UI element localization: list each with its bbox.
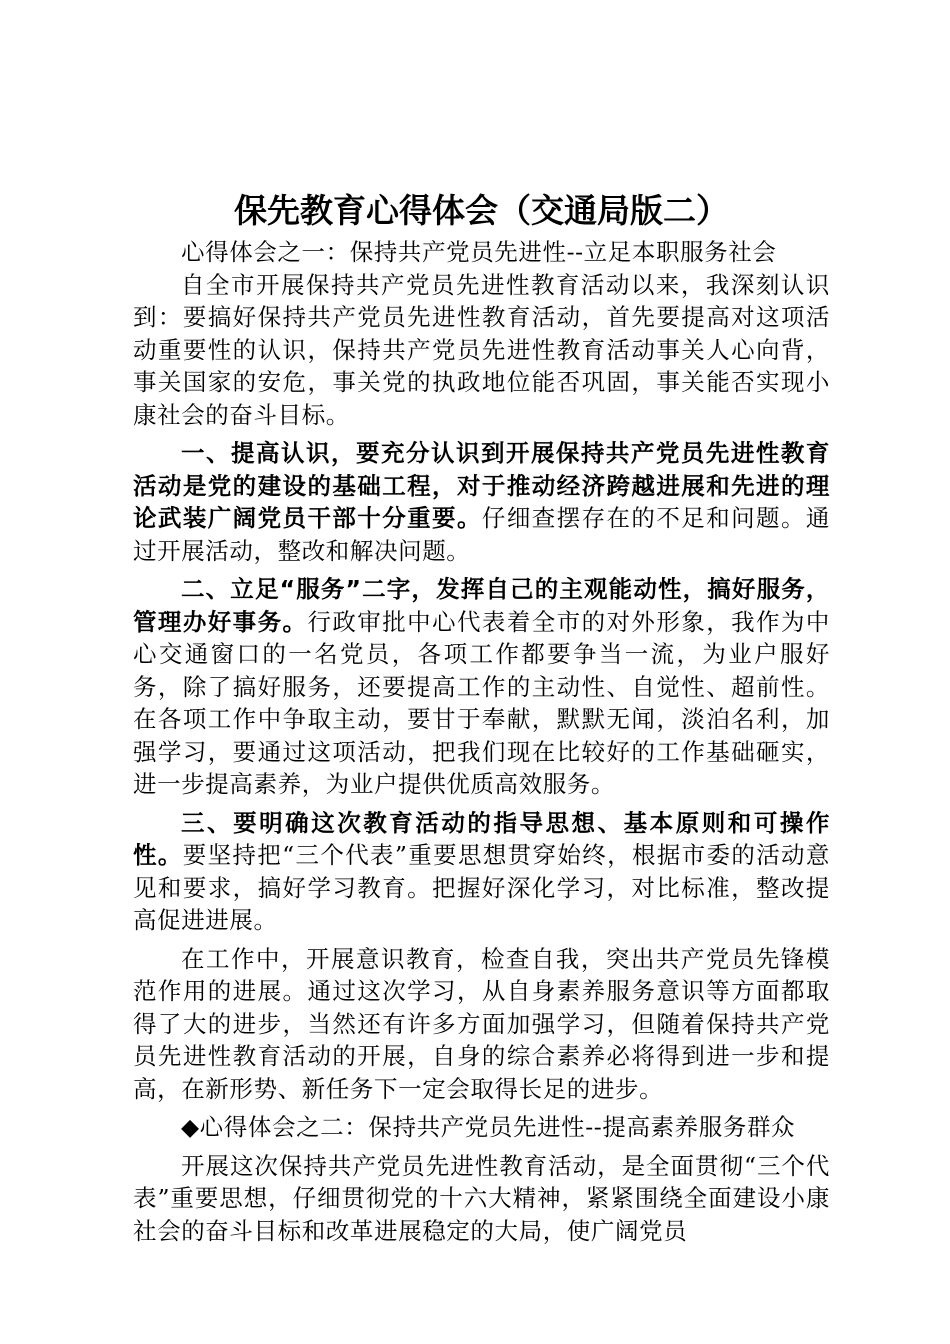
paragraph-subtitle-1 xyxy=(133,236,830,269)
paragraph-point-3 xyxy=(133,807,830,937)
document-page xyxy=(133,0,830,1247)
paragraph-text: 仔细查摆存在的不足和问题。通过开展活动，整改和解决问题。 xyxy=(133,504,830,565)
paragraph-text: 开展这次保持共产党员先进性教育活动，是全面贯彻“三个代表”重要思想，仔细贯彻党的十六大精神，紧紧围绕全面建设小康社会的奋斗目标和改革进展稳定的大局，使广阔党员 xyxy=(133,1151,830,1245)
paragraph-part-2-intro xyxy=(133,1150,830,1248)
paragraph-text: 自全市开展保持共产党员先进性教育活动以来，我深刻认识到：要搞好保持共产党员先进性教育活动，首先要提高对这项活动重要性的认识，保持共产党员先进性教育活动事关人心向背，事关国家的安危，事关党的执政地位能否巩固，事关能否实现小康社会的奋斗目标。 xyxy=(133,270,830,429)
paragraph-point-1 xyxy=(133,437,830,567)
paragraph-text: 心得体会之一：保持共产党员先进性--立足本职服务社会 xyxy=(181,238,777,266)
paragraph-text: 行政审批中心代表着全市的对外形象，我作为中心交通窗口的一名党员，各项工作都要争当一流，为业户服好务，除了搞好服务，还要提高工作的主动性、自觉性、超前性。在各项工作中争取主动，要甘于奉献，默默无闻，淡泊名利，加强学习，要通过这项活动，把我们现在比较好的工作基础砸实，进一步提高素养，为业户提供优质高效服务。 xyxy=(133,607,830,798)
paragraph-heading: 二、立足“服务”二字，发挥自己的主观能动性，搞好服务，管理办好事务。 xyxy=(133,575,830,636)
document-title: 保先教育心得体会（交通局版二） xyxy=(234,191,729,230)
paragraph-heading: 一、提高认识，要充分认识到开展保持共产党员先进性教育活动是党的建设的基础工程，对于推动经济跨越进展和先进的理论武装广阔党员干部十分重要。 xyxy=(133,439,830,532)
paragraph-point-2 xyxy=(133,573,830,801)
paragraph-text: ◆心得体会之二：保持共产党员先进性--提高素养服务群众 xyxy=(181,1113,796,1141)
paragraph-heading: 三、要明确这次教育活动的指导思想、基本原则和可操作性。 xyxy=(133,808,830,869)
paragraph-summary xyxy=(133,943,830,1106)
paragraph-text: 在工作中，开展意识教育，检查自我，突出共产党员先锋模范作用的进展。通过这次学习，从自身素养服务意识等方面都取得了大的进步，当然还有许多方面加强学习，但随着保持共产党员先进性教育活动的开展，自身的综合素养必将得到进一步和提高，在新形势、新任务下一定会取得长足的进步。 xyxy=(133,944,830,1103)
document-body xyxy=(133,236,830,1247)
paragraph-intro xyxy=(133,269,830,432)
paragraph-text: 要坚持把“三个代表”重要思想贯穿始终，根据市委的活动意见和要求，搞好学习教育。把握好深化学习，对比标准，整改提高促进进展。 xyxy=(133,841,831,934)
paragraph-subtitle-2 xyxy=(133,1111,830,1144)
